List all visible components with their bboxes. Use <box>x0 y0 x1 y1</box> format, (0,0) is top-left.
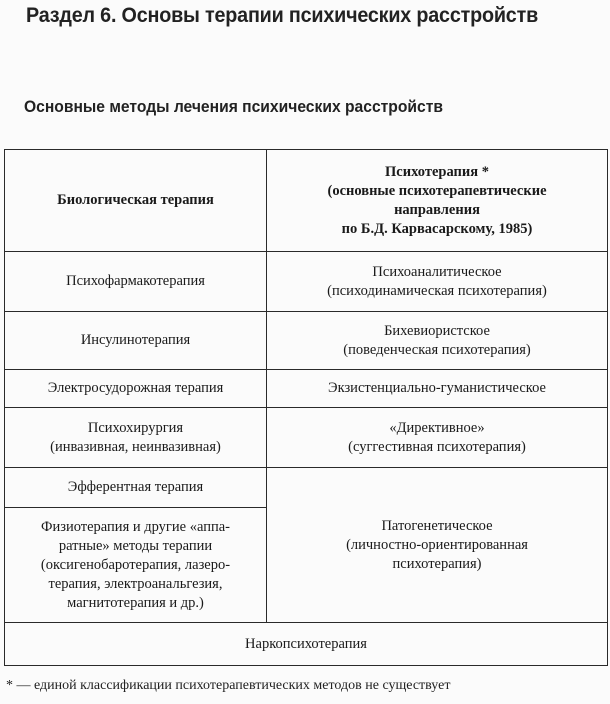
table-header-row <box>5 150 608 252</box>
table-title: Основные методы лечения психических расстройств <box>24 97 444 116</box>
table-cell: Инсулинотерапия <box>5 312 267 370</box>
table-cell: Психохирургия (инвазивная, неинвазивная) <box>5 408 267 468</box>
table-cell: Экзистенциально-гуманистическое <box>267 370 608 408</box>
table-cell: Эфферентная терапия <box>5 468 267 508</box>
table-cell: Психофармакотерапия <box>5 252 267 312</box>
table-row <box>5 623 608 666</box>
table-cell: Бихевиористское (поведенческая психотерапия) <box>267 312 608 370</box>
methods-table <box>4 149 608 666</box>
table-cell: «Директивное» (суггестивная психотерапия) <box>267 408 608 468</box>
header-psychotherapy: Психотерапия * (основные психотерапевтические направления по Б.Д. Карвасарскому, 1985) <box>267 150 608 252</box>
table-cell-bottom: Наркопсихотерапия <box>5 623 608 666</box>
table-row <box>5 252 608 312</box>
table-cell: Патогенетическое (личностно-ориентированная психотерапия) <box>267 468 608 623</box>
header-biological-therapy: Биологическая терапия <box>5 150 267 252</box>
table-cell: Физиотерапия и другие «аппа- ратные» методы терапии (оксигенобаротерапия, лазеро- терапия, электроанальгезия, магнитотерапия и др.) <box>5 508 267 623</box>
table-row <box>5 312 608 370</box>
footnote: * — единой классификации психотерапевтических методов не существует <box>6 678 451 693</box>
table-row <box>5 468 608 508</box>
table-cell: Электросудорожная терапия <box>5 370 267 408</box>
table-row <box>5 408 608 468</box>
section-title: Раздел 6. Основы терапии психических расстройств <box>26 4 539 27</box>
table-row <box>5 370 608 408</box>
table-cell: Психоаналитическое (психодинамическая психотерапия) <box>267 252 608 312</box>
